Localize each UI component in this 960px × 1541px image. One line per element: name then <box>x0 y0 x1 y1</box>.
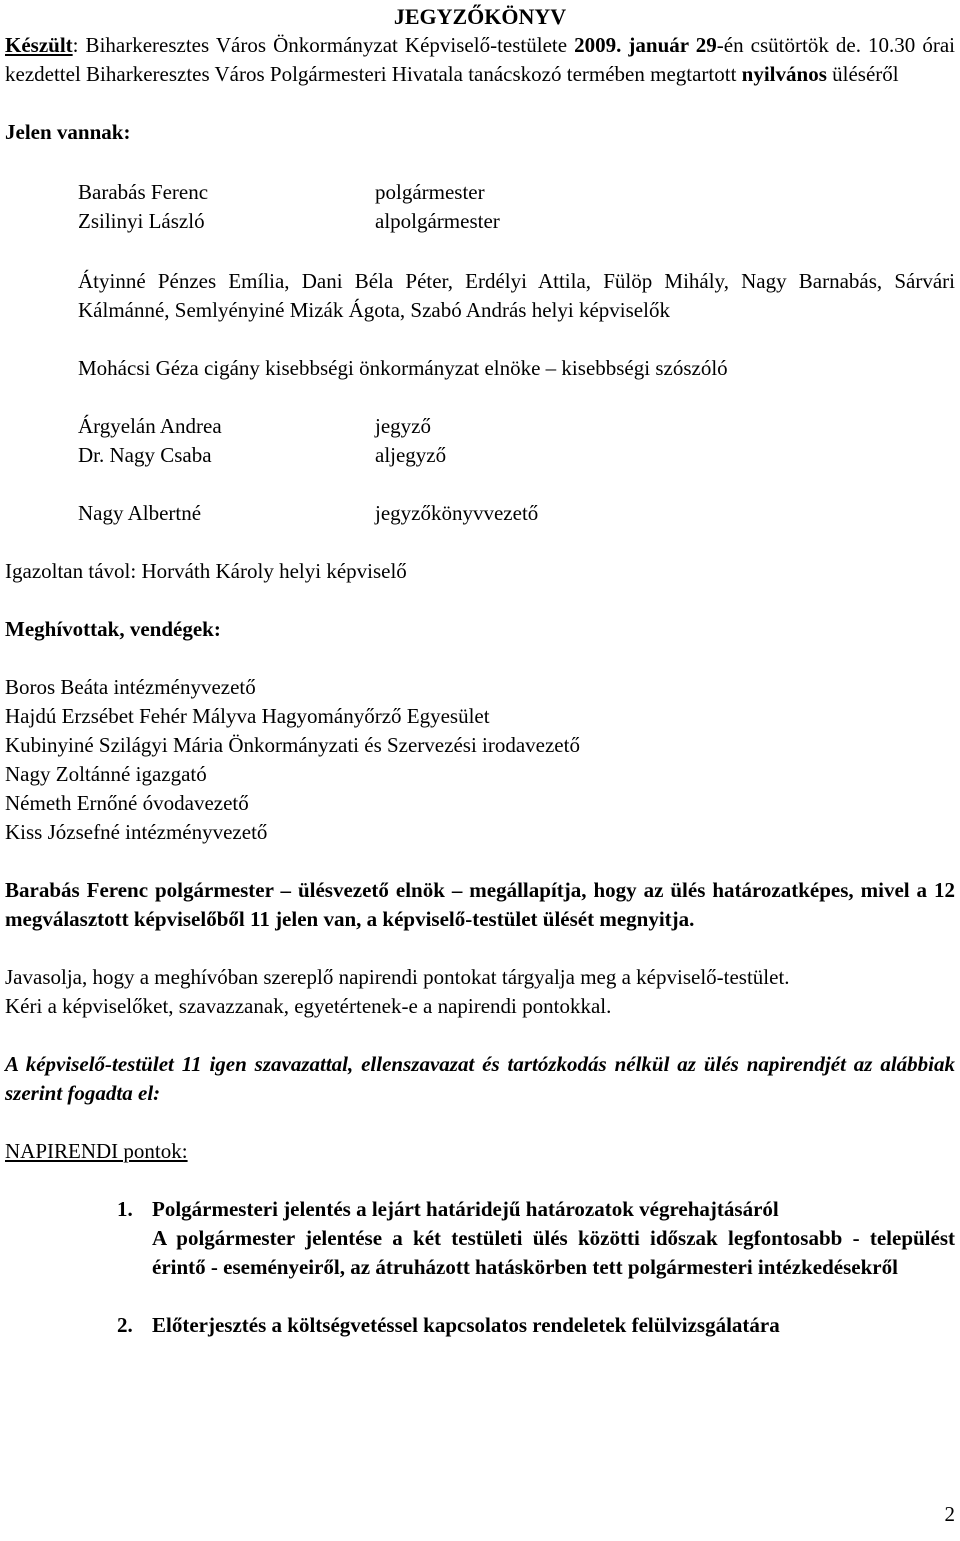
staff-list <box>5 412 955 528</box>
intro-text-2: -én csütörtök de. 10.30 órai kezdettel Biharkeresztes Város Polgármesteri Hivatala tanácskozó termében megtartott <box>5 33 955 86</box>
recorder-name: Nagy Albertné <box>78 501 202 525</box>
guest-item: Kubinyiné Szilágyi Mária Önkormányzati és Szervezési irodavezető <box>5 733 580 757</box>
staff-row <box>78 412 955 441</box>
present-heading: Jelen vannak: <box>5 120 131 144</box>
decision-statement: A képviselő-testület 11 igen szavazattal, ellenszavazat és tartózkodás nélkül az ülés napirendjét az alábbiak szerint fogadta el: <box>5 1052 955 1105</box>
agenda-item-number: 1. <box>117 1197 133 1221</box>
guest-item: Nagy Zoltánné igazgató <box>5 762 207 786</box>
staff-name: Dr. Nagy Csaba <box>78 443 212 467</box>
meeting-type: nyilvános <box>741 62 827 86</box>
recorder-row <box>78 499 955 528</box>
guest-item: Boros Beáta intézményvezető <box>5 675 256 699</box>
official-row <box>78 178 955 207</box>
intro-text-1: : Biharkeresztes Város Önkormányzat Képviselő-testülete <box>72 33 575 57</box>
agenda-item-number: 2. <box>117 1313 133 1337</box>
agenda-item-body <box>152 1311 955 1340</box>
agenda-heading <box>5 1137 955 1166</box>
page-number: 2 <box>944 1502 955 1526</box>
document-page <box>5 0 955 1340</box>
agenda-item-title: Előterjesztés a költségvetéssel kapcsolatos rendeletek felülvizsgálatára <box>152 1313 780 1337</box>
guest-item: Hajdú Erzsébet Fehér Mályva Hagyományőrző Egyesület <box>5 704 490 728</box>
staff-role: aljegyző <box>375 443 447 467</box>
absent-line: Igazoltan távol: Horváth Károly helyi képviselő <box>5 559 407 583</box>
staff-name: Árgyelán Andrea <box>78 414 222 438</box>
representatives-list: Átyinné Pénzes Emília, Dani Béla Péter, Erdélyi Attila, Fülöp Mihály, Nagy Barnabás, Sárvári Kálmánné, Semlyényiné Mizák Ágota, Szabó András helyi képviselők <box>78 269 955 322</box>
intro-label: Készült <box>5 33 73 57</box>
staff-role: jegyző <box>375 414 431 438</box>
recorder-role: jegyzőkönyvvezető <box>375 501 539 525</box>
guests-list <box>5 673 955 847</box>
proposal-line: Kéri a képviselőket, szavazzanak, egyetértenek-e a napirendi pontokkal. <box>5 994 612 1018</box>
minority-representative: Mohácsi Géza cigány kisebbségi önkormányzat elnöke – kisebbségi szószóló <box>78 356 728 380</box>
officials-list <box>5 178 955 236</box>
guests-heading: Meghívottak, vendégek: <box>5 617 221 641</box>
agenda-item <box>117 1311 955 1340</box>
opening-statement: Barabás Ferenc polgármester – ülésvezető elnök – megállapítja, hogy az ülés határozatképes, mivel a 12 megválasztott képviselőből 11 jelen van, a képviselő-testület ülését megnyitja. <box>5 878 955 931</box>
official-name: Barabás Ferenc <box>78 180 209 204</box>
meeting-date: 2009. január 29 <box>574 33 717 57</box>
official-name: Zsilinyi László <box>78 209 205 233</box>
agenda-item-body <box>152 1195 955 1282</box>
agenda-heading-text: NAPIRENDI pontok: <box>5 1139 188 1163</box>
agenda-item <box>117 1195 955 1282</box>
official-role: alpolgármester <box>375 209 500 233</box>
proposal-paragraph <box>5 963 955 1021</box>
guest-item: Kiss Józsefné intézményvezető <box>5 820 268 844</box>
guest-item: Németh Ernőné óvodavezető <box>5 791 249 815</box>
agenda-item-title: Polgármesteri jelentés a lejárt határidejű határozatok végrehajtásáról <box>152 1197 779 1221</box>
agenda-list <box>5 1195 955 1340</box>
intro-paragraph <box>5 31 955 89</box>
proposal-line: Javasolja, hogy a meghívóban szereplő napirendi pontokat tárgyalja meg a képviselő-testület. <box>5 965 790 989</box>
official-row <box>78 207 955 236</box>
agenda-item-detail: A polgármester jelentése a két testületi ülés közötti időszak legfontosabb - települést érintő - eseményeiről, az átruházott hatáskörben tett polgármesteri intézkedésekről <box>152 1226 955 1279</box>
staff-row <box>78 441 955 470</box>
official-role: polgármester <box>375 180 485 204</box>
document-title: JEGYZŐKÖNYV <box>393 4 567 29</box>
intro-text-3: üléséről <box>826 62 899 86</box>
